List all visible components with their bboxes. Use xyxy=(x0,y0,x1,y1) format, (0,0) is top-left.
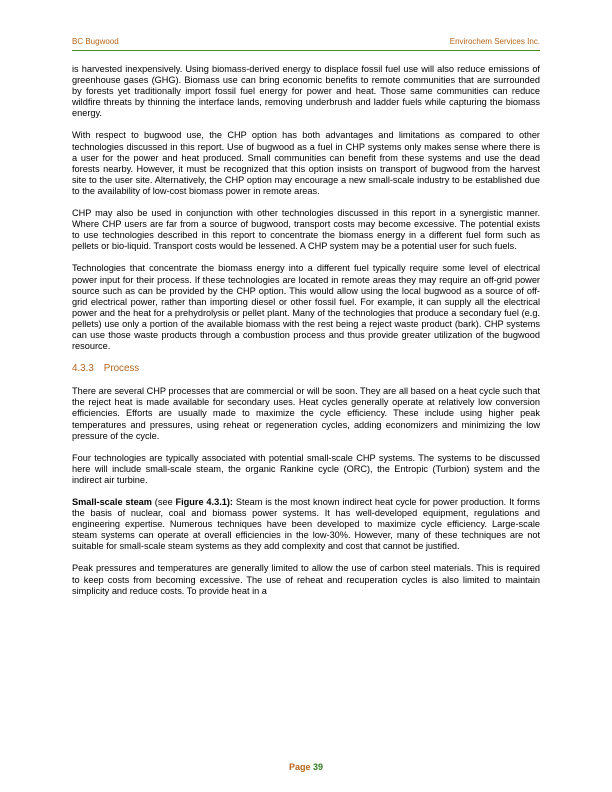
figure-ref-link[interactable]: Figure 4.3.1 xyxy=(175,497,227,507)
paragraph-chp-processes: There are several CHP processes that are commercial or will be soon. They are all based on a heat cycle such that the reject heat is made available for secondary uses. Heat cycles generally operate at relatively low conversion efficiencies. Efforts are usually made to maximize the cycle efficiency. These include using higher peak temperatures and pressures, using reheat or regeneration cycles, adding economizers and minimizing the low pressure of the cycle. xyxy=(72,386,540,441)
page-number: 39 xyxy=(313,762,324,772)
steam-see-post: ): xyxy=(226,497,233,507)
page-body xyxy=(72,64,540,608)
paragraph-bugwood-chp: With respect to bugwood use, the CHP option has both advantages and limitations as compared to other technologies discussed in this report. Use of bugwood as a fuel in CHP systems only makes sense where there is a user for the power and heat produced. Small communities can benefit from these systems and use the dead forests nearby. However, it must be recognized that this option insists on transport of bugwood from the harvest site to the user site. Alternatively, the CHP option may encourage a new small-scale industry to be established due to the availability of low-cost biomass power in remote areas. xyxy=(72,130,540,196)
section-number: 4.3.3 xyxy=(72,363,94,375)
paragraph-four-technologies: Four technologies are typically associated with potential small-scale CHP systems. The systems to be discussed here will include small-scale steam, the organic Rankine cycle (ORC), the Entropic (Turbion) system and the indirect air turbine. xyxy=(72,452,540,485)
paragraph-small-scale-steam xyxy=(72,497,540,552)
section-heading xyxy=(72,363,540,374)
steam-lead: Small-scale steam xyxy=(72,497,152,507)
paragraph-chp-synergy: CHP may also be used in conjunction with other technologies discussed in this report in a synergistic manner. Where CHP users are far from a source of bugwood, transport costs may become excessive. The potential exists to use technologies described in this report to concentrate the biomass energy in a different fuel form such as pellets or bio-liquid. Transport costs would be lessened. A CHP system may be a potential user for such fuels. xyxy=(72,208,540,252)
paragraph-peak-pressures: Peak pressures and temperatures are generally limited to allow the use of carbon steel materials. This is required to keep costs from becoming excessive. The use of reheat and recuperation cycles is also limited to maintain simplicity and reduce costs. To provide heat in a xyxy=(72,563,540,596)
page-header xyxy=(72,34,540,51)
header-left-title: BC Bugwood xyxy=(72,37,119,46)
header-right-company: Envirochem Services Inc. xyxy=(449,37,540,46)
paragraph-intro-continued: is harvested inexpensively. Using biomass-derived energy to displace fossil fuel use will also reduce emissions of greenhouse gases (GHG). Biomass use can bring economic benefits to remote communities that are surrounded by forests yet traditionally import fossil fuel energy for power and heat. Those same communities can reduce wildfire threats by thinning the interface lands, removing underbrush and ladder fuels while capturing the biomass energy. xyxy=(72,64,540,119)
page-footer xyxy=(0,762,612,772)
paragraph-concentrate-technologies: Technologies that concentrate the biomass energy into a different fuel typically require some level of electrical power input for their process. If these technologies are located in remote areas they may require an off-grid power source such as can be provided by the CHP option. This would allow using the local bugwood as a source of off-grid electrical power, rather than importing diesel or other fossil fuel. For example, it can supply all the electrical power and the heat for a prehydrolysis or pellet plant. Many of the technologies that produce a secondary fuel (e.g. pellets) use only a portion of the available biomass with the rest being a reject waste product (bark). CHP systems can use those waste products through a combustion process and thus provide greater utilization of the bugwood resource. xyxy=(72,263,540,352)
section-title: Process xyxy=(103,363,140,375)
steam-see-pre: (see xyxy=(151,497,176,507)
page-label: Page xyxy=(288,762,311,772)
steam-body: Steam is the most known indirect heat cycle for power production. It forms the basis of nuclear, coal and biomass power systems. It has well-developed equipment, regulations and engineering expertise. Numerous techniques have been developed to maximize cycle efficiency. Large-scale steam systems can operate at overall efficiencies in the low-30%. However, many of these techniques are not suitable for small-scale steam systems as they add complexity and cost that cannot be justified. xyxy=(72,497,540,552)
